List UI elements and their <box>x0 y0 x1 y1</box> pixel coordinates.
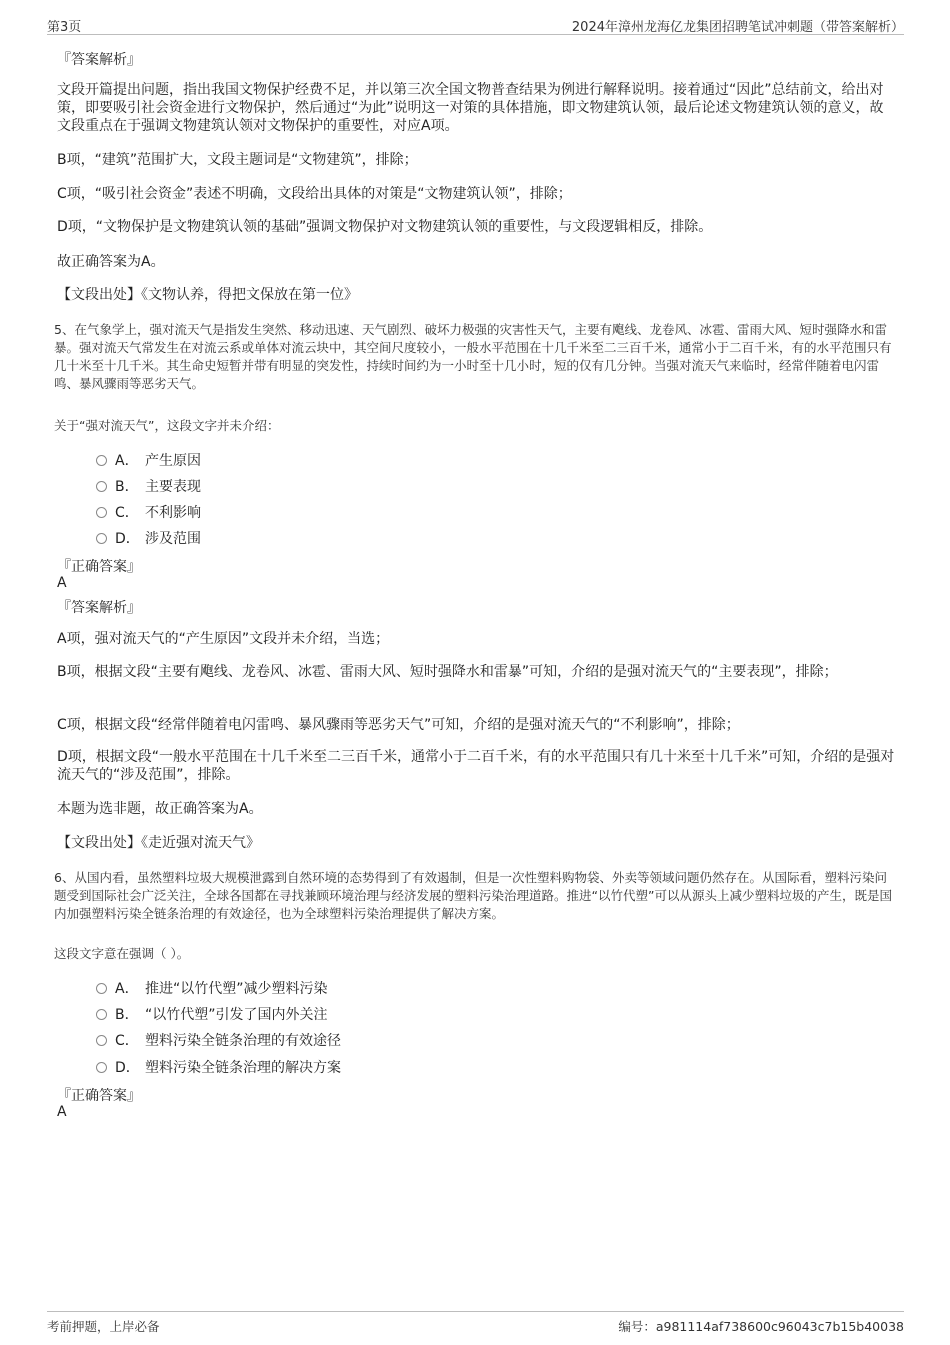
q6-answer: A <box>57 1104 67 1120</box>
q5-option-d[interactable]: D． 涉及范围 <box>96 528 201 548</box>
radio-icon[interactable] <box>96 533 107 544</box>
q4-source: 【文段出处】《文物认养，得把文保放在第一位》 <box>57 287 358 303</box>
q6-option-b[interactable]: B． “以竹代塑”引发了国内外关注 <box>96 1004 328 1024</box>
q5-source: 【文段出处】《走近强对流天气》 <box>57 835 260 851</box>
radio-icon[interactable] <box>96 1062 107 1073</box>
q4-analysis-d: D项，“文物保护是文物建筑认领的基础”强调文物保护对文物建筑认领的重要性，与文段逻辑相反，排除。 <box>57 219 713 235</box>
q5-stem: 关于“强对流天气”，这段文字并未介绍： <box>54 418 280 433</box>
q5-conclusion: 本题为选非题，故正确答案为A。 <box>57 801 263 817</box>
q5-option-a[interactable]: A． 产生原因 <box>96 450 201 470</box>
radio-icon[interactable] <box>96 455 107 466</box>
q6-option-c[interactable]: C． 塑料污染全链条治理的有效途径 <box>96 1030 341 1050</box>
q6-stem: 这段文字意在强调（ ）。 <box>54 946 190 961</box>
q6-option-a[interactable]: A． 推进“以竹代塑”减少塑料污染 <box>96 978 328 998</box>
q5-analysis-a: A项，强对流天气的“产生原因”文段并未介绍，当选； <box>57 631 390 647</box>
radio-icon[interactable] <box>96 1035 107 1046</box>
q5-option-b[interactable]: B． 主要表现 <box>96 476 201 496</box>
q5-analysis-d: D项，根据文段“一般水平范围在十几千米至二三百千米，通常小于二百千米，有的水平范围只有几十米至十几千米”可知，介绍的是强对流天气的“涉及范围”，排除。 <box>57 749 895 783</box>
document-id: 编号：a981114af738600c96043c7b15b40038 <box>618 1319 904 1334</box>
q5-question-text: 5、在气象学上，强对流天气是指发生突然、移动迅速、天气剧烈、破坏力极强的灾害性天气，主要有飑线、龙卷风、冰雹、雷雨大风、短时强降水和雷暴。强对流天气常发生在对流云系或单体对流云块中，其空间尺度较小，一般水平范围在十几千米至二三百千米，通常小于二百千米，有的水平范围只有几十米至十几千米。其生命史短暂并带有明显的突发性，持续时间约为一小时至十几小时，短的仅有几分钟。当强对流天气来临时，经常伴随着电闪雷鸣、暴风骤雨等恶劣天气。 <box>54 322 892 391</box>
q5-analysis-c: C项，根据文段“经常伴随着电闪雷鸣、暴风骤雨等恶劣天气”可知，介绍的是强对流天气的“不利影响”，排除； <box>57 717 740 733</box>
q6-option-d[interactable]: D． 塑料污染全链条治理的解决方案 <box>96 1057 341 1077</box>
q5-analysis-heading: 『答案解析』 <box>57 600 141 616</box>
q5-analysis-b: B项，根据文段“主要有飑线、龙卷风、冰雹、雷雨大风、短时强降水和雷暴”可知，介绍的是强对流天气的“主要表现”，排除； <box>57 664 838 680</box>
radio-icon[interactable] <box>96 481 107 492</box>
q4-analysis-heading: 『答案解析』 <box>57 52 141 68</box>
page-header <box>47 12 904 35</box>
page-footer <box>47 1311 904 1336</box>
footer-slogan: 考前押题，上岸必备 <box>47 1319 160 1334</box>
q6-answer-heading: 『正确答案』 <box>57 1088 141 1104</box>
q5-answer-heading: 『正确答案』 <box>57 559 141 575</box>
radio-icon[interactable] <box>96 507 107 518</box>
q4-analysis-c: C项，“吸引社会资金”表述不明确，文段给出具体的对策是“文物建筑认领”，排除； <box>57 186 572 202</box>
radio-icon[interactable] <box>96 983 107 994</box>
page-number: 第3页 <box>47 20 82 35</box>
document-title: 2024年漳州龙海亿龙集团招聘笔试冲刺题（带答案解析） <box>571 20 904 35</box>
radio-icon[interactable] <box>96 1009 107 1020</box>
q4-analysis-para: 文段开篇提出问题，指出我国文物保护经费不足，并以第三次全国文物普查结果为例进行解释说明。接着通过“因此”总结前文，给出对策，即要吸引社会资金进行文物保护，然后通过“为此”说明这一对策的具体措施，即文物建筑认领，最后论述文物建筑认领的意义，故文段重点在于强调文物建筑认领对文物保护的重要性，对应A项。 <box>57 82 884 134</box>
q5-answer: A <box>57 575 67 591</box>
q6-question-text: 6、从国内看，虽然塑料垃圾大规模泄露到自然环境的态势得到了有效遏制，但是一次性塑料购物袋、外卖等领域问题仍然存在。从国际看，塑料污染问题受到国际社会广泛关注，全球各国都在寻找兼顾环境治理与经济发展的塑料污染治理道路。推进“以竹代塑”可以从源头上减少塑料垃圾的产生，既是国内加强塑料污染全链条治理的有效途径，也为全球塑料污染治理提供了解决方案。 <box>54 870 892 921</box>
q4-analysis-b: B项，“建筑”范围扩大，文段主题词是“文物建筑”，排除； <box>57 152 418 168</box>
q5-option-c[interactable]: C． 不利影响 <box>96 502 201 522</box>
q4-conclusion: 故正确答案为A。 <box>57 254 165 270</box>
